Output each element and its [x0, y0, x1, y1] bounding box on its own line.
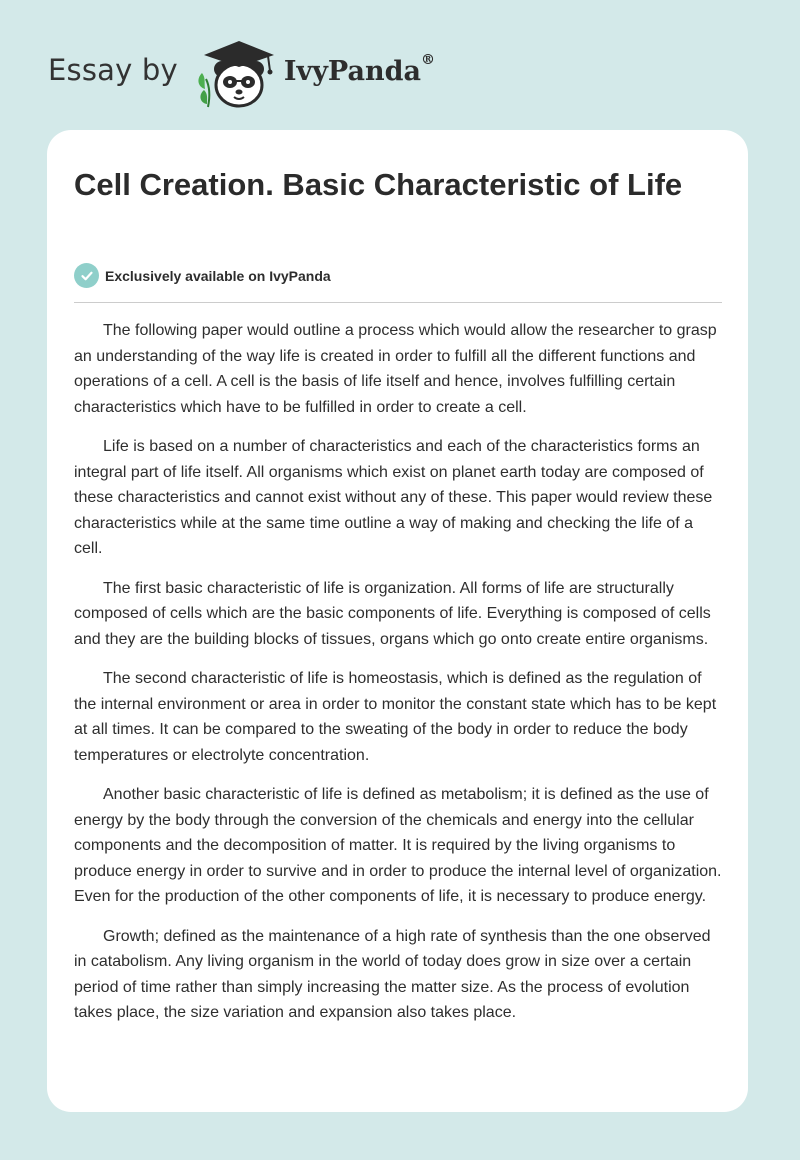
exclusive-badge: [74, 263, 331, 288]
essay-paragraph: Another basic characteristic of life is defined as metabolism; it is defined as the use of energy by the body through the conversion of the chemicals and energy into the cellular components and the decomposition of matter. It is required by the living organisms to produce energy in order to survive and in order to produce the internal level of organization. Even for the production of the other components of life, it is necessary to produce energy.: [74, 786, 722, 905]
essay-card: [47, 130, 748, 1112]
essay-paragraph: The following paper would outline a process which would allow the researcher to grasp an understanding of the way life is created in order to fulfill all the different functions and operations of a cell. A cell is the basis of life itself and hence, involves fulfilling certain characteristics which have to be fulfilled in order to create a cell.: [74, 322, 717, 416]
exclusive-badge-text: Exclusively available on IvyPanda: [105, 267, 331, 284]
registered-mark: ®: [420, 51, 435, 68]
brand-name: IvyPanda®: [283, 51, 435, 87]
title-divider: [74, 302, 722, 303]
site-header: [48, 34, 435, 114]
essay-title: Cell Creation. Basic Characteristic of Life: [74, 167, 683, 202]
essay-body: [74, 318, 724, 1040]
essay-paragraph: Life is based on a number of characteristics and each of the characteristics forms an integral part of life itself. All organisms which exist on planet earth today are composed of these characteristics and cannot exist without any of these. This paper would review these characteristics while at the same time outline a way of making and checking the life of a cell.: [74, 438, 713, 557]
panda-graduation-cap-icon: [192, 35, 282, 113]
check-circle-icon: [74, 263, 99, 288]
essay-by-label: Essay by: [48, 53, 178, 87]
essay-paragraph: The first basic characteristic of life is organization. All forms of life are structurally composed of cells which are the basic components of life. Everything is composed of cells and they are the building blocks of tissues, organs which go onto create entire organisms.: [74, 579, 711, 648]
essay-paragraph: The second characteristic of life is homeostasis, which is defined as the regulation of the internal environment or area in order to monitor the constant state which has to be kept at all times. It can be compared to the sweating of the body in order to reduce the body temperatures or electrolyte concentration.: [74, 670, 717, 764]
essay-paragraph: Growth; defined as the maintenance of a high rate of synthesis than the one observed in catabolism. Any living organism in the world of today does grow in size over a certain period of time rather than simply increasing the matter size. As the process of evolution takes place, the size variation and expansion also takes place.: [74, 927, 711, 1021]
